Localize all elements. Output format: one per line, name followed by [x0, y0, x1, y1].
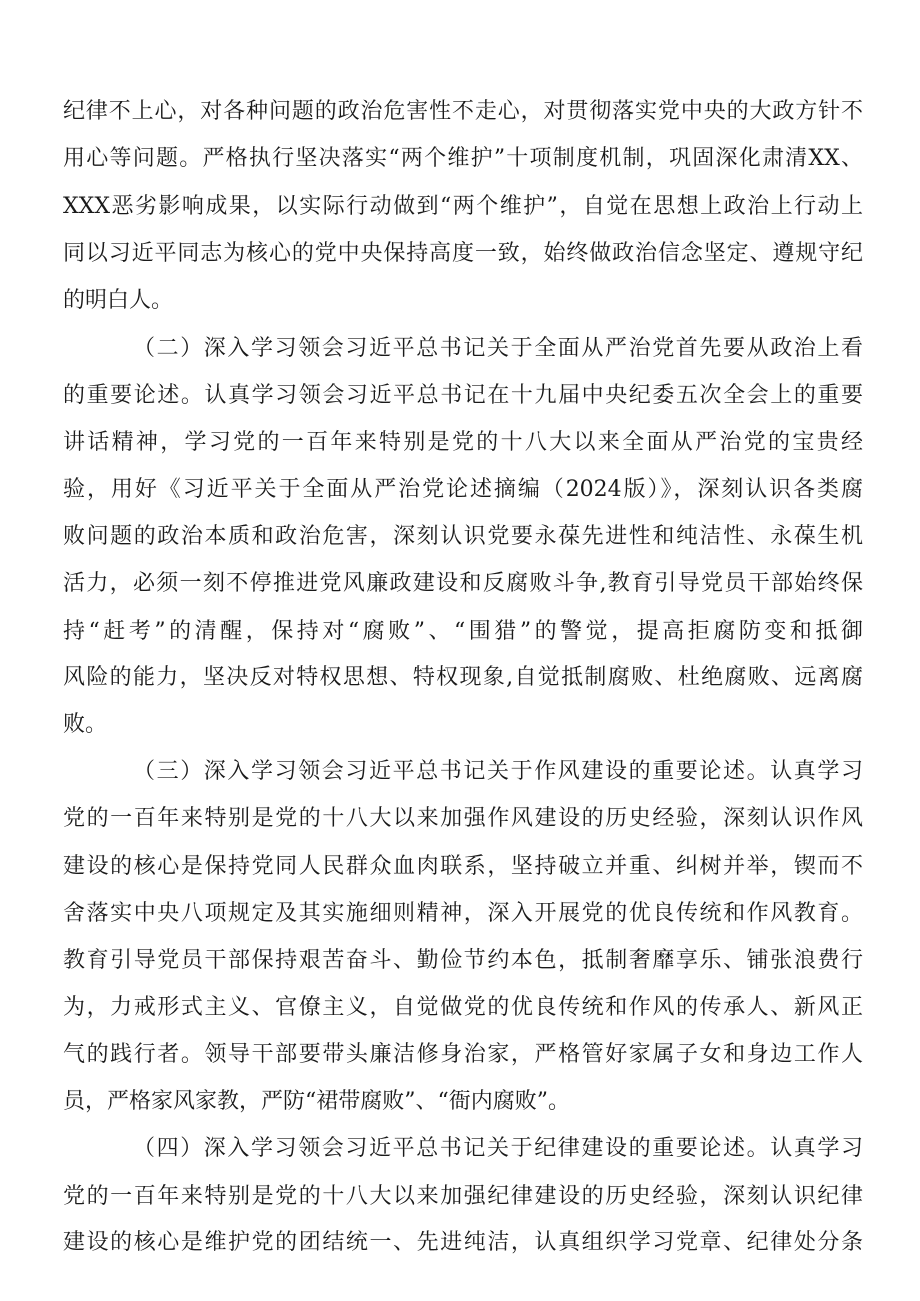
text-line: 纪律不上心，对各种问题的政治危害性不走心，对贯彻落实党中央的大政方针不 [63, 99, 863, 124]
text-line: 的重要论述。认真学习领会习近平总书记在十九届中央纪委五次全会上的重要 [63, 383, 863, 408]
text-line: 为，力戒形式主义、官僚主义，自觉做党的优良传统和作风的传承人、新风正 [63, 995, 863, 1020]
text-line: 建设的核心是保持党同人民群众血肉联系，坚持破立并重、纠树并举，锲而不 [63, 854, 863, 879]
text-line: 教育引导党员干部保持艰苦奋斗、勤俭节约本色，抵制奢靡享乐、铺张浪费行 [63, 948, 863, 973]
paragraph-heading-line: （二）深入学习领会习近平总书记关于全面从严治党首先要从政治上看 [133, 336, 863, 361]
paragraph-heading-line: （四）深入学习领会习近平总书记关于纪律建设的重要论述。认真学习 [133, 1136, 863, 1161]
text-line: XXX恶劣影响成果，以实际行动做到“两个维护”，自觉在思想上政治上行动上 [63, 194, 863, 219]
text-line: 气的践行者。领导干部要带头廉洁修身治家，严格管好家属子女和身边工作人 [63, 1042, 863, 1067]
text-line: 败问题的政治本质和政治危害，深刻认识党要永葆先进性和纯洁性、永葆生机 [63, 524, 863, 549]
text-line: 党的一百年来特别是党的十八大以来加强作风建设的历史经验，深刻认识作风 [63, 806, 863, 831]
text-line: 败。 [63, 712, 108, 737]
text-line: 持“赶考”的清醒，保持对“腐败”、“围猎”的警觉，提高拒腐防变和抵御 [63, 619, 863, 644]
text-line: 用心等问题。严格执行坚决落实“两个维护”十项制度机制，巩固深化肃清XX、 [63, 146, 863, 171]
text-line: 验，用好《习近平关于全面从严治党论述摘编（2024版）》，深刻认识各类腐 [63, 477, 863, 502]
text-line: 同以习近平同志为核心的党中央保持高度一致，始终做政治信念坚定、遵规守纪 [63, 241, 863, 266]
text-line: 活力，必须一刻不停推进党风廉政建设和反腐败斗争,教育引导党员干部始终保 [63, 571, 863, 596]
text-line: 舍落实中央八项规定及其实施细则精神，深入开展党的优良传统和作风教育。 [63, 901, 863, 926]
text-line: 党的一百年来特别是党的十八大以来加强纪律建设的历史经验，深刻认识纪律 [63, 1184, 863, 1209]
text-line: 风险的能力，坚决反对特权思想、特权现象,自觉抵制腐败、杜绝腐败、远离腐 [63, 665, 863, 690]
text-line: 员，严格家风家教，严防“裙带腐败”、“衙内腐败”。 [63, 1089, 570, 1114]
text-line: 建设的核心是维护党的团结统一、先进纯洁，认真组织学习党章、纪律处分条 [63, 1230, 863, 1255]
paragraph-heading-line: （三）深入学习领会习近平总书记关于作风建设的重要论述。认真学习 [133, 759, 863, 784]
text-line: 的明白人。 [63, 288, 174, 313]
text-line: 讲话精神，学习党的一百年来特别是党的十八大以来全面从严治党的宝贵经 [63, 430, 863, 455]
